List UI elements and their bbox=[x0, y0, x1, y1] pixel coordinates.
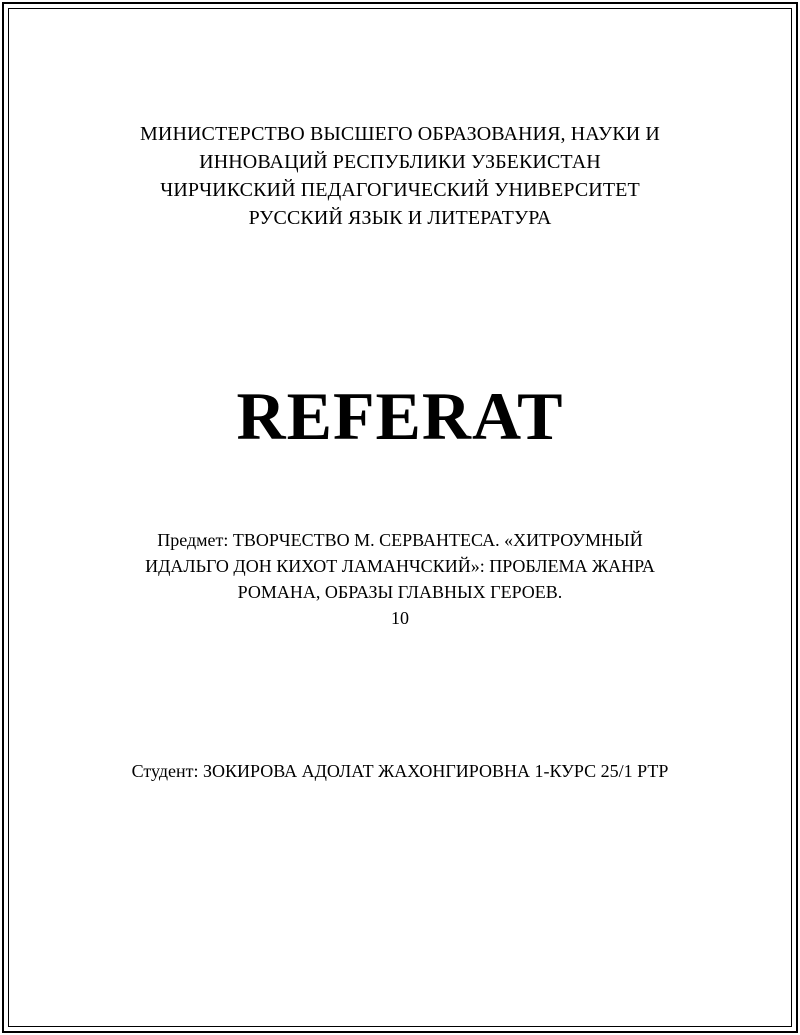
header-line-university: ЧИРЧИКСКИЙ ПЕДАГОГИЧЕСКИЙ УНИВЕРСИТЕТ bbox=[160, 179, 640, 201]
institution-header bbox=[0, 120, 800, 232]
subject-block bbox=[0, 527, 800, 631]
header-line-ministry: МИНИСТЕРСТВО ВЫСШЕГО ОБРАЗОВАНИЯ, НАУКИ И bbox=[140, 123, 660, 145]
subject-line-2: ИДАЛЬГО ДОН КИХОТ ЛАМАНЧСКИЙ»: ПРОБЛЕМА ЖАНРА bbox=[145, 556, 655, 576]
subject-line-3: РОМАНА, ОБРАЗЫ ГЛАВНЫХ ГЕРОЕВ. bbox=[237, 582, 563, 602]
student-info: Студент: ЗОКИРОВА АДОЛАТ ЖАХОНГИРОВНА 1-КУРС 25/1 РТР bbox=[131, 761, 669, 781]
header-line-department: РУССКИЙ ЯЗЫК И ЛИТЕРАТУРА bbox=[248, 207, 552, 229]
header-line-republic: ИННОВАЦИЙ РЕСПУБЛИКИ УЗБЕКИСТАН bbox=[199, 151, 601, 173]
subject-number: 10 bbox=[391, 608, 409, 628]
subject-line-1: Предмет: ТВОРЧЕСТВО М. СЕРВАНТЕСА. «ХИТРОУМНЫЙ bbox=[157, 530, 643, 550]
document-title: REFERAT bbox=[236, 378, 564, 454]
